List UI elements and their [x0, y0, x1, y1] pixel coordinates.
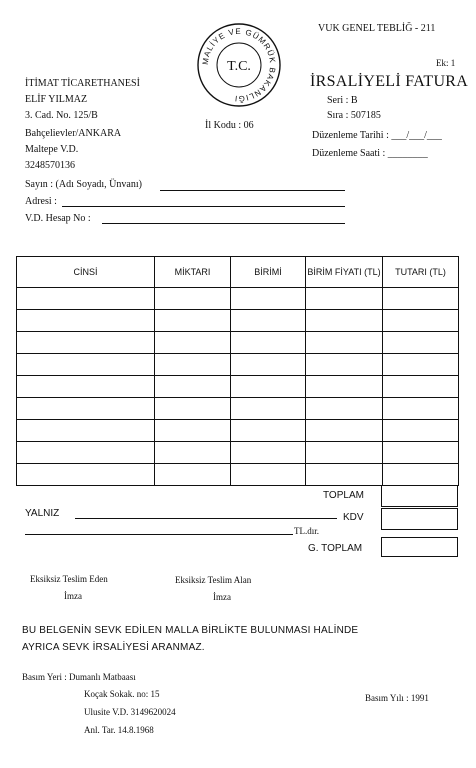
table-cell — [383, 354, 459, 376]
grand-total-label: G. TOPLAM — [308, 543, 363, 554]
table-cell — [17, 310, 155, 332]
table-cell — [306, 442, 383, 464]
ek-label: Ek: 1 — [436, 58, 456, 68]
table-cell — [383, 420, 459, 442]
delivered-by-label: Eksiksiz Teslim Eden — [30, 574, 108, 584]
ministry-seal-icon — [196, 22, 282, 108]
table-cell — [17, 376, 155, 398]
table-cell — [17, 354, 155, 376]
customer-address-label: Adresi : — [25, 196, 57, 207]
vat-label: KDV — [343, 512, 364, 523]
table-cell — [306, 420, 383, 442]
print-year: Basım Yılı : 1991 — [365, 693, 429, 703]
table-cell — [383, 376, 459, 398]
table-cell — [383, 464, 459, 486]
table-row — [17, 420, 459, 442]
items-table — [16, 256, 459, 486]
printer-date: Anl. Tar. 14.8.1968 — [84, 725, 154, 735]
table-cell — [306, 376, 383, 398]
province-code: İl Kodu : 06 — [205, 120, 254, 131]
vuk-reference: VUK GENEL TEBLİĞ - 211 — [318, 23, 436, 34]
received-by-label: Eksiksiz Teslim Alan — [175, 575, 252, 585]
table-cell — [231, 332, 306, 354]
document-title: İRSALİYELİ FATURA — [310, 73, 469, 90]
table-row — [17, 354, 459, 376]
issue-time-field: Düzenleme Saati : ________ — [312, 148, 428, 159]
total-label: TOPLAM — [323, 490, 364, 501]
amount-in-words-label: YALNIZ — [25, 508, 60, 519]
company-address-line2: Bahçelievler/ANKARA — [25, 128, 122, 139]
table-cell — [17, 442, 155, 464]
company-name: İTİMAT TİCARETHANESİ — [25, 78, 140, 89]
table-cell — [155, 398, 231, 420]
table-cell — [155, 288, 231, 310]
customer-tax-line — [102, 223, 345, 224]
table-cell — [306, 398, 383, 420]
table-cell — [231, 420, 306, 442]
table-cell — [155, 354, 231, 376]
table-cell — [231, 442, 306, 464]
company-tax-office: Maltepe V.D. — [25, 144, 79, 155]
series-label: Seri : B — [327, 95, 358, 106]
notice-line2: AYRICA SEVK İRSALİYESİ ARANMAZ. — [22, 642, 205, 653]
table-cell — [306, 464, 383, 486]
table-cell — [155, 420, 231, 442]
customer-name-line — [160, 190, 345, 191]
tl-suffix: TL.dır. — [294, 526, 319, 536]
table-row — [17, 310, 459, 332]
table-cell — [155, 376, 231, 398]
notice-line1: BU BELGENİN SEVK EDİLEN MALLA BİRLİKTE BULUNMASI HALİNDE — [22, 625, 359, 636]
table-cell — [306, 354, 383, 376]
table-row — [17, 332, 459, 354]
column-header: MİKTARI — [155, 257, 231, 288]
table-cell — [231, 376, 306, 398]
printer-tax: Ulusite V.D. 3149620024 — [84, 707, 176, 717]
issue-date-field: Düzenleme Tarihi : ___/___/___ — [312, 130, 442, 141]
table-cell — [306, 310, 383, 332]
table-cell — [231, 354, 306, 376]
table-cell — [383, 310, 459, 332]
svg-text:MALİYE VE GÜMRÜK BAKANLIĞI: MALİYE VE GÜMRÜK BAKANLIĞI — [200, 26, 278, 104]
table-cell — [155, 310, 231, 332]
amount-in-words-line2 — [25, 534, 293, 535]
printer-address: Koçak Sokak. no: 15 — [84, 689, 160, 699]
table-cell — [17, 288, 155, 310]
items-table-header — [17, 257, 459, 288]
column-header: BİRİMİ — [231, 257, 306, 288]
total-box — [381, 485, 458, 507]
delivered-by-signature: İmza — [64, 591, 82, 601]
table-cell — [231, 310, 306, 332]
table-cell — [231, 288, 306, 310]
table-cell — [17, 420, 155, 442]
table-cell — [231, 464, 306, 486]
table-row — [17, 288, 459, 310]
column-header: BİRİM FİYATI (TL) — [306, 257, 383, 288]
table-cell — [155, 442, 231, 464]
table-row — [17, 398, 459, 420]
table-cell — [231, 398, 306, 420]
table-cell — [17, 332, 155, 354]
table-cell — [383, 398, 459, 420]
seal-center-text: T.C. — [227, 59, 251, 74]
table-cell — [306, 288, 383, 310]
company-address-line1: 3. Cad. No. 125/B — [25, 110, 98, 121]
table-cell — [383, 442, 459, 464]
table-cell — [383, 332, 459, 354]
sequence-number: Sıra : 507185 — [327, 110, 381, 121]
amount-in-words-line — [75, 518, 337, 519]
vat-box — [381, 508, 458, 530]
column-header: TUTARI (TL) — [383, 257, 459, 288]
table-row — [17, 376, 459, 398]
table-cell — [306, 332, 383, 354]
customer-name-label: Sayın : (Adı Soyadı, Ünvanı) — [25, 179, 142, 190]
customer-address-line — [62, 206, 345, 207]
table-cell — [155, 464, 231, 486]
customer-tax-label: V.D. Hesap No : — [25, 213, 91, 224]
table-cell — [155, 332, 231, 354]
received-by-signature: İmza — [213, 592, 231, 602]
table-row — [17, 442, 459, 464]
company-tax-number: 3248570136 — [25, 160, 75, 171]
table-cell — [17, 398, 155, 420]
table-cell — [383, 288, 459, 310]
grand-total-box — [381, 537, 458, 557]
printer-name: Basım Yeri : Dumanlı Matbaası — [22, 672, 136, 682]
table-cell — [17, 464, 155, 486]
company-owner: ELİF YILMAZ — [25, 94, 88, 105]
column-header: CİNSİ — [17, 257, 155, 288]
table-row — [17, 464, 459, 486]
